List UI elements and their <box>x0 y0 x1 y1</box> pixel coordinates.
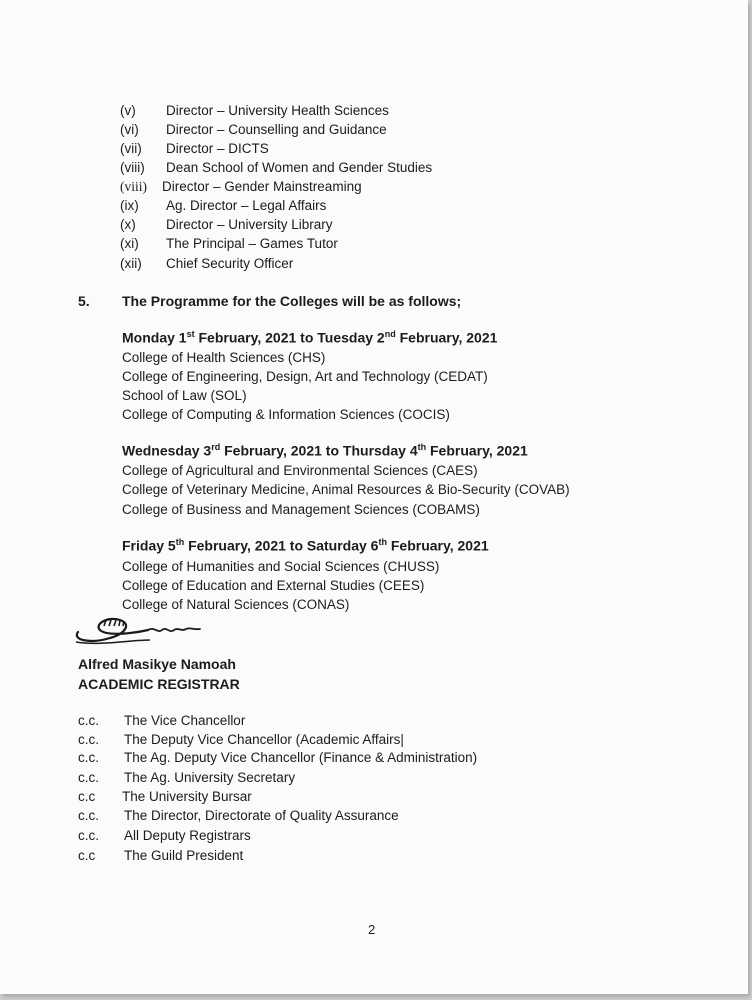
page-number: 2 <box>368 922 376 937</box>
list-item-text: Director – University Library <box>166 217 333 232</box>
date-start: Wednesday 3 <box>122 442 212 459</box>
list-numeral: (xii) <box>120 256 142 271</box>
cc-label: c.c. <box>78 828 100 843</box>
date-suffix: rd <box>211 442 221 452</box>
date-suffix: th <box>175 537 185 547</box>
college-item: College of Engineering, Design, Art and Technology (CEDAT) <box>122 369 488 384</box>
college-item: College of Computing & Information Sciences (COCIS) <box>122 407 450 422</box>
date-middle: February, 2021 to Saturday 6 <box>184 537 379 554</box>
date-end: February, 2021 <box>395 329 498 346</box>
schedule-date-heading <box>122 329 497 346</box>
cc-label: c.c. <box>78 808 100 823</box>
date-suffix: th <box>417 442 427 452</box>
cc-recipient: The Deputy Vice Chancellor (Academic Affairs| <box>124 732 404 747</box>
list-numeral: (vi) <box>120 122 139 137</box>
date-end: February, 2021 <box>426 442 528 459</box>
date-middle: February, 2021 to Thursday 4 <box>220 442 418 459</box>
date-suffix: th <box>378 537 387 547</box>
college-item: School of Law (SOL) <box>122 388 247 403</box>
cc-label: c.c. <box>78 750 100 765</box>
cc-recipient: The Vice Chancellor <box>124 713 246 728</box>
cc-recipient: The University Bursar <box>122 789 252 804</box>
list-item-text: Director – University Health Sciences <box>166 103 389 118</box>
list-item-text: Director – DICTS <box>166 141 269 156</box>
cc-label: c.c <box>78 848 96 863</box>
signatory-title: ACADEMIC REGISTRAR <box>78 676 240 692</box>
date-end: February, 2021 <box>386 537 489 554</box>
cc-recipient: The Ag. Deputy Vice Chancellor (Finance & Administration) <box>124 750 478 765</box>
cc-label: c.c. <box>78 713 100 728</box>
date-start: Monday 1 <box>122 329 187 346</box>
college-item: College of Education and External Studies (CEES) <box>122 578 425 593</box>
date-start: Friday 5 <box>122 537 176 554</box>
college-item: College of Health Sciences (CHS) <box>122 350 326 365</box>
cc-recipient: The Ag. University Secretary <box>124 770 296 785</box>
signatory-name: Alfred Masikye Namoah <box>78 656 236 672</box>
college-item: College of Natural Sciences (CONAS) <box>122 597 350 612</box>
list-item-text: Ag. Director – Legal Affairs <box>166 198 327 213</box>
cc-label: c.c. <box>78 770 100 785</box>
college-item: College of Humanities and Social Sciences (CHUSS) <box>122 559 440 574</box>
list-item-text: The Principal – Games Tutor <box>166 236 338 251</box>
date-suffix: nd <box>384 329 396 339</box>
college-item: College of Veterinary Medicine, Animal Resources & Bio-Security (COVAB) <box>122 482 570 497</box>
cc-label: c.c <box>78 789 96 804</box>
college-item: College of Business and Management Sciences (COBAMS) <box>122 502 480 517</box>
list-numeral: (ix) <box>120 198 139 213</box>
section-heading: The Programme for the Colleges will be as follows; <box>122 293 462 309</box>
schedule-date-heading <box>122 442 528 459</box>
cc-recipient: The Guild President <box>124 848 244 863</box>
list-numeral: (viii) <box>120 160 145 175</box>
list-numeral: (x) <box>120 217 136 232</box>
college-item: College of Agricultural and Environmental Sciences (CAES) <box>122 463 478 478</box>
section-number: 5. <box>78 293 90 309</box>
list-numeral: (viii) <box>120 179 147 194</box>
list-item-text: Director – Counselling and Guidance <box>166 122 387 137</box>
list-numeral: (xi) <box>120 236 139 251</box>
cc-label: c.c. <box>78 732 100 747</box>
cc-recipient: The Director, Directorate of Quality Assurance <box>124 808 399 823</box>
list-numeral: (v) <box>120 103 136 118</box>
list-item-text: Chief Security Officer <box>166 256 294 271</box>
date-suffix: st <box>186 329 195 339</box>
list-item-text: Dean School of Women and Gender Studies <box>166 160 433 175</box>
list-item-text: Director – Gender Mainstreaming <box>162 179 362 194</box>
list-numeral: (vii) <box>120 141 142 156</box>
date-middle: February, 2021 to Tuesday 2 <box>194 329 385 346</box>
schedule-date-heading <box>122 537 489 554</box>
cc-recipient: All Deputy Registrars <box>124 828 251 843</box>
handwritten-signature <box>70 610 210 650</box>
